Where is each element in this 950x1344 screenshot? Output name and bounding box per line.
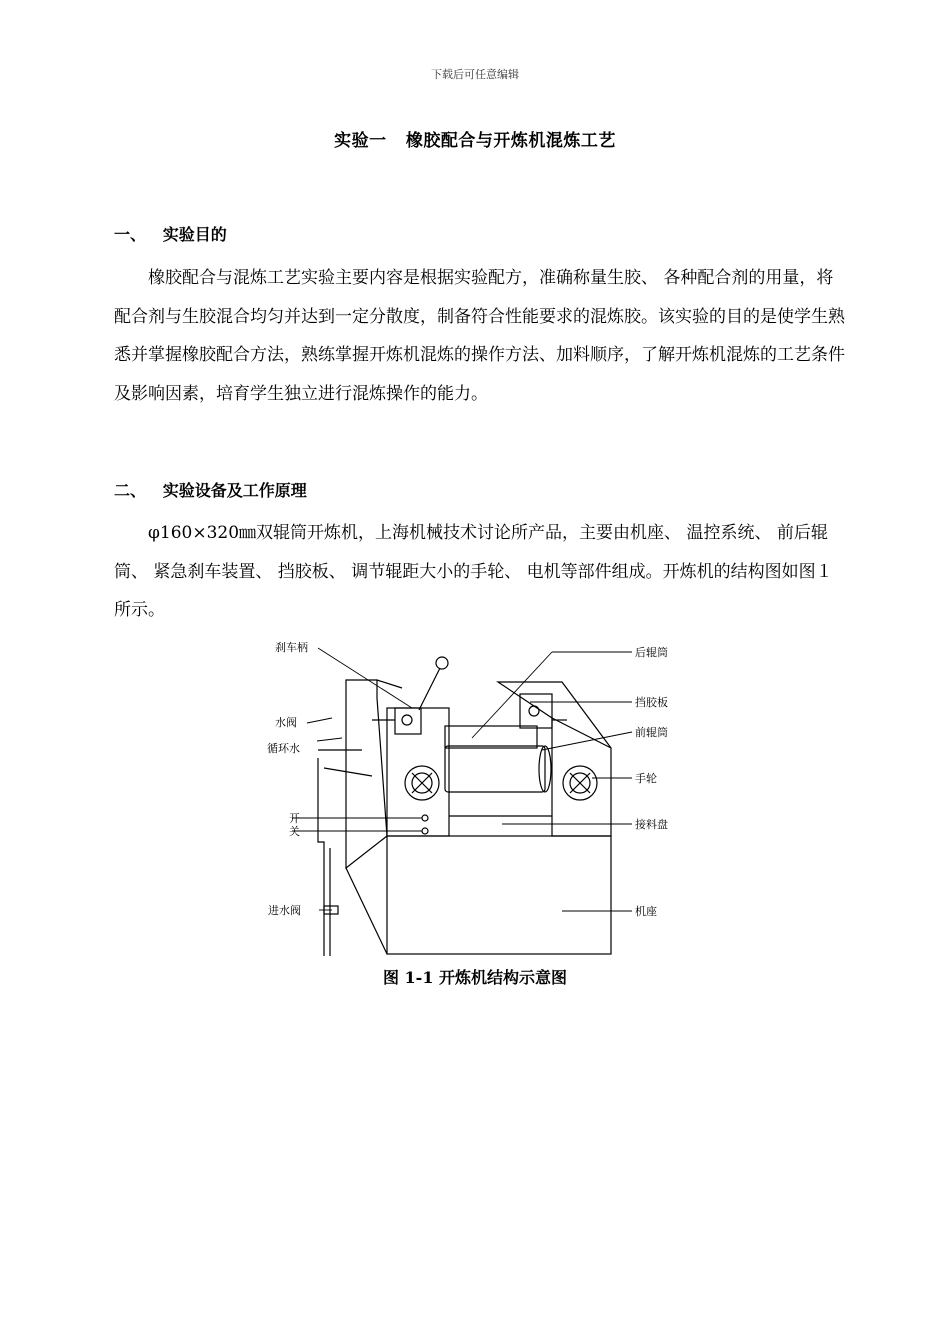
document-title: 实验一 橡胶配合与开炼机混炼工艺 bbox=[334, 131, 616, 151]
switch-off-indicator bbox=[422, 828, 428, 834]
right-handwheel bbox=[563, 766, 597, 800]
left-frame-front bbox=[387, 708, 449, 836]
label-switch-off: 关 bbox=[289, 825, 300, 838]
figure-caption: 图 1-1 开炼机结构示意图 bbox=[382, 968, 568, 987]
front-roll bbox=[445, 746, 545, 792]
right-frame bbox=[498, 682, 611, 836]
label-base: 机座 bbox=[635, 905, 657, 918]
header-note: 下载后可任意编辑 bbox=[431, 68, 519, 81]
label-guard-plate: 挡胶板 bbox=[635, 696, 668, 709]
brake-housing bbox=[395, 708, 421, 734]
label-rear-roll: 后辊筒 bbox=[635, 646, 668, 659]
rear-roll bbox=[445, 726, 537, 748]
label-brake: 刹车柄 bbox=[275, 641, 308, 654]
brake-lever bbox=[419, 668, 440, 710]
base-side-edge bbox=[346, 868, 387, 954]
label-water-valve: 水阀 bbox=[275, 716, 297, 729]
water-pipe bbox=[318, 758, 324, 956]
label-front-roll: 前辊筒 bbox=[635, 726, 668, 739]
machine-base bbox=[387, 836, 611, 954]
left-handwheel bbox=[405, 766, 439, 800]
brake-knob bbox=[436, 657, 448, 669]
label-inlet-valve: 进水阀 bbox=[268, 904, 301, 917]
label-circulating-water: 循环水 bbox=[267, 742, 300, 755]
guard-plate-housing bbox=[520, 694, 552, 728]
left-frame-side bbox=[346, 680, 387, 868]
label-handwheel: 手轮 bbox=[635, 772, 657, 785]
section-heading-equipment: 二、 实验设备及工作原理 bbox=[114, 481, 307, 500]
section-heading-purpose: 一、 实验目的 bbox=[114, 225, 227, 244]
label-tray: 接料盘 bbox=[635, 818, 668, 831]
switch-on-indicator bbox=[422, 815, 428, 821]
section-paragraph-equipment: φ160×320㎜双辊筒开炼机，上海机械技术讨论所产品，主要由机座、 温控系统、 前后辊筒、 紧急刹车装置、 挡胶板、 调节辊距大小的手轮、 电机等部件组成。开炼机的结构图如图１所示。 bbox=[114, 523, 833, 620]
mill-structure-diagram bbox=[262, 638, 692, 958]
section-paragraph-purpose: 橡胶配合与混炼工艺实验主要内容是根据实验配方，准确称量生胶、 各种配合剂的用量，将配合剂与生胶混合均匀并达到一定分散度，制备符合性能要求的混炼胶。该实验的目的是使学生熟悉并掌握橡胶配合方法，熟练掌握开炼机混炼的操作方法、加料顺序，了解开炼机混炼的工艺条件及影响因素，培育学生独立进行混炼操作的能力。 bbox=[114, 268, 845, 404]
label-switch-on: 开 bbox=[289, 812, 300, 825]
